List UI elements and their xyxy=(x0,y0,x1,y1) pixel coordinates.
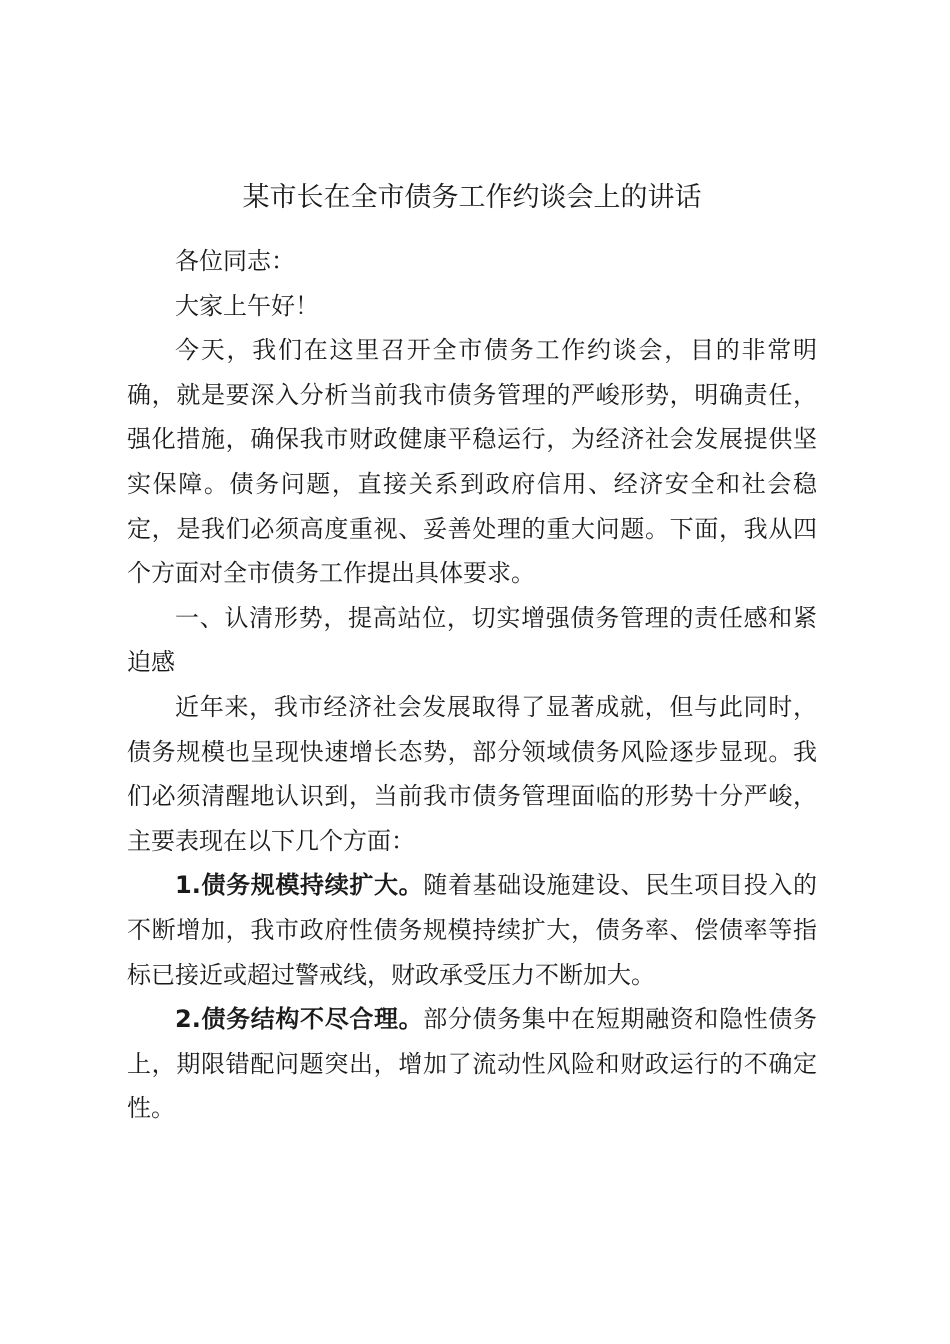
list-item-2 xyxy=(127,997,817,1131)
paragraph-intro: 今天，我们在这里召开全市债务工作约谈会，目的非常明确，就是要深入分析当前我市债务管理的严峻形势，明确责任，强化措施，确保我市财政健康平稳运行，为经济社会发展提供坚实保障。债务问题，直接关系到政府信用、经济安全和社会稳定，是我们必须高度重视、妥善处理的重大问题。下面，我从四个方面对全市债务工作提出具体要求。 xyxy=(127,336,817,588)
list-item-2-lead: 2.债务结构不尽合理。 xyxy=(175,1005,424,1034)
list-item-1 xyxy=(127,863,817,997)
salutation: 各位同志： xyxy=(175,247,295,275)
greeting: 大家上午好！ xyxy=(175,291,319,320)
paragraph-situation: 近年来，我市经济社会发展取得了显著成就，但与此同时，债务规模也呈现快速增长态势，部分领域债务风险逐步显现。我们必须清醒地认识到，当前我市债务管理面临的形势十分严峻，主要表现在以下几个方面： xyxy=(127,692,817,855)
section-heading-1: 一、认清形势，提高站位，切实增强债务管理的责任感和紧迫感 xyxy=(127,603,817,677)
document-title: 某市长在全市债务工作约谈会上的讲话 xyxy=(242,182,702,213)
list-item-1-lead: 1.债务规模持续扩大。 xyxy=(175,871,424,900)
list-item-2-text: 部分债务集中在短期融资和隐性债务上，期限错配问题突出，增加了流动性风险和财政运行的不确定性。 xyxy=(127,1005,817,1123)
document-body xyxy=(127,239,817,1131)
list-item-1-text: 随着基础设施建设、民生项目投入的不断增加，我市政府性债务规模持续扩大，债务率、偿债率等指标已接近或超过警戒线，财政承受压力不断加大。 xyxy=(127,871,817,989)
